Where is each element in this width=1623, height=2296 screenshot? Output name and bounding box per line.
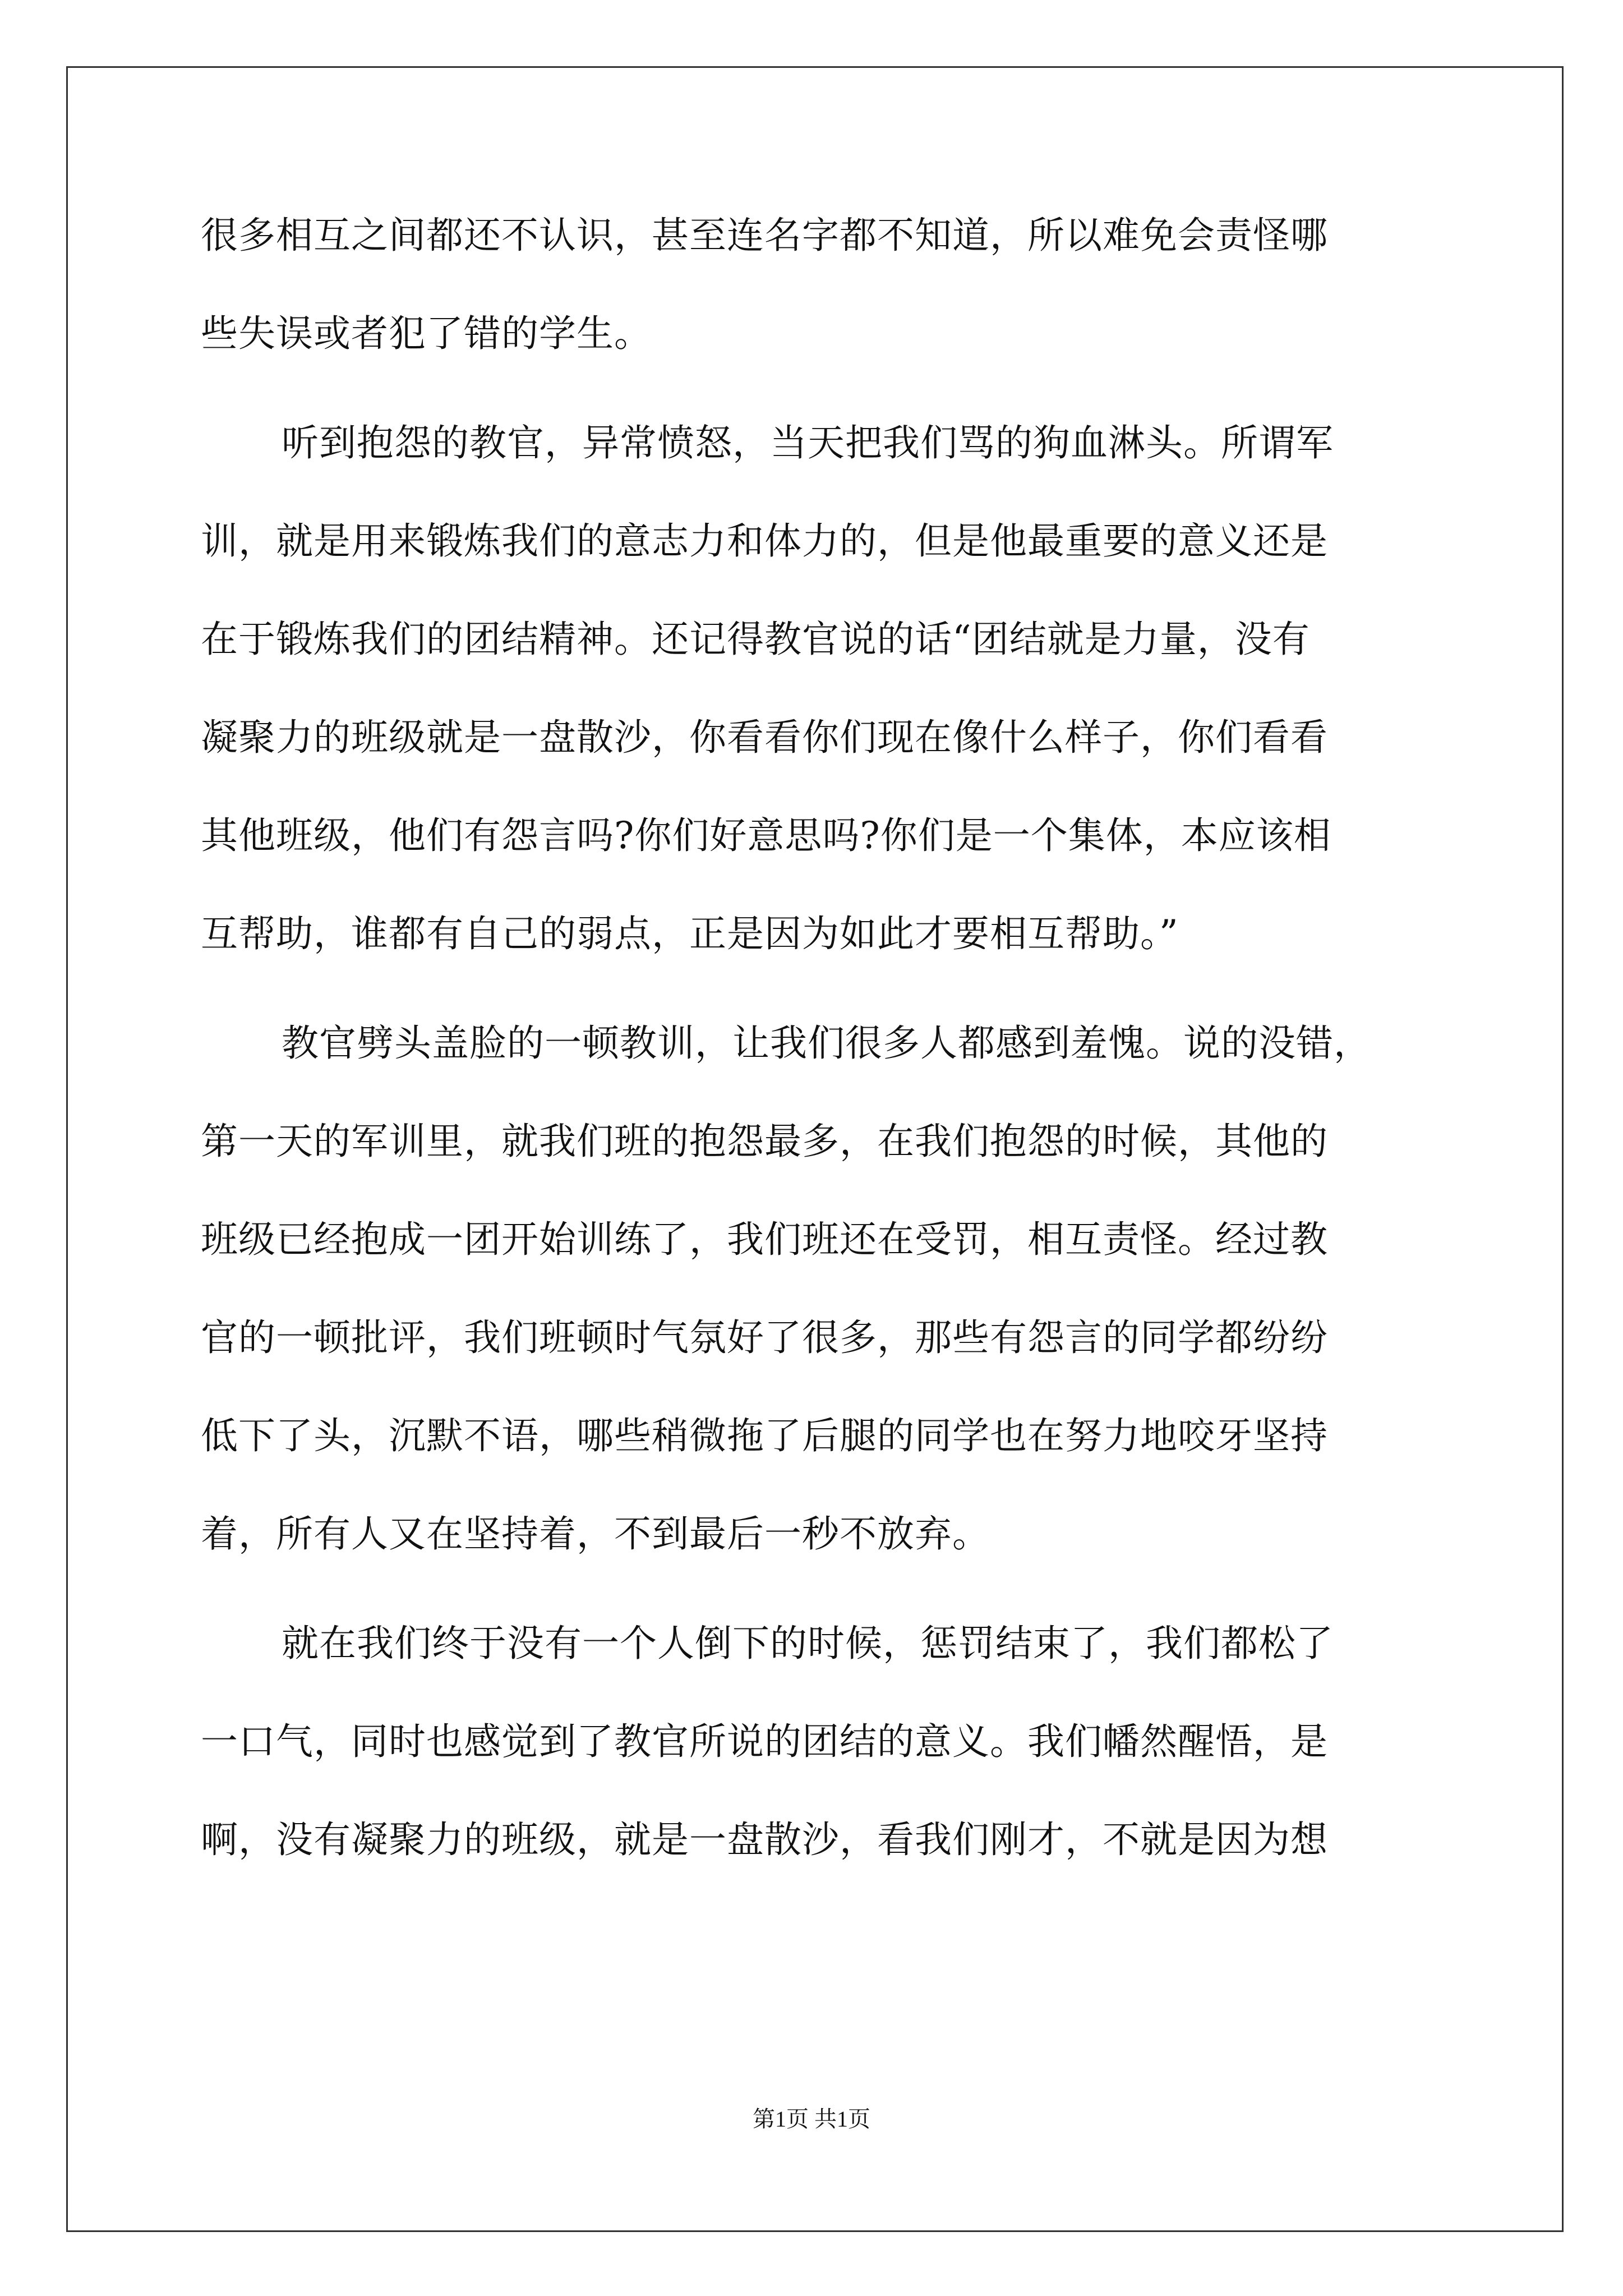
text-line: 啊，没有凝聚力的班级，就是一盘散沙，看我们刚才，不就是因为想 xyxy=(201,1818,1328,1861)
text-line: 一口气，同时也感觉到了教官所说的团结的意义。我们幡然醒悟，是 xyxy=(201,1720,1328,1763)
text-line: 低下了头，沉默不语，哪些稍微拖了后腿的同学也在努力地咬牙坚持 xyxy=(201,1414,1328,1457)
paragraph-start-line: 教官劈头盖脸的一顿教训，让我们很多人都感到羞愧。说的没错， xyxy=(282,1022,1371,1065)
text-line: 些失误或者犯了错的学生。 xyxy=(201,312,652,355)
text-line: 凝聚力的班级就是一盘散沙，你看看你们现在像什么样子，你们看看 xyxy=(201,716,1328,759)
text-line: 班级已经抱成一团开始训练了，我们班还在受罚，相互责怪。经过教 xyxy=(201,1218,1328,1261)
paragraph-start-line: 就在我们终于没有一个人倒下的时候，惩罚结束了，我们都松了 xyxy=(282,1622,1334,1665)
text-line: 其他班级，他们有怨言吗?你们好意思吗?你们是一个集体，本应该相 xyxy=(201,814,1331,857)
text-line: 官的一顿批评，我们班顿时气氛好了很多，那些有怨言的同学都纷纷 xyxy=(201,1316,1328,1359)
page-footer: 第1页 共1页 xyxy=(753,2106,870,2132)
text-line: 互帮助，谁都有自己的弱点，正是因为如此才要相互帮助。” xyxy=(201,912,1179,955)
text-line: 第一天的军训里，就我们班的抱怨最多，在我们抱怨的时候，其他的 xyxy=(201,1120,1328,1163)
text-line: 在于锻炼我们的团结精神。还记得教官说的话“团结就是力量，没有 xyxy=(201,618,1310,661)
text-line: 着，所有人又在坚持着，不到最后一秒不放弃。 xyxy=(201,1512,990,1556)
text-line: 训，就是用来锻炼我们的意志力和体力的，但是他最重要的意义还是 xyxy=(201,519,1328,563)
text-line: 很多相互之间都还不认识，甚至连名字都不知道，所以难免会责怪哪 xyxy=(201,214,1328,257)
paragraph-start-line: 听到抱怨的教官，异常愤怒，当天把我们骂的狗血淋头。所谓军 xyxy=(282,421,1334,464)
